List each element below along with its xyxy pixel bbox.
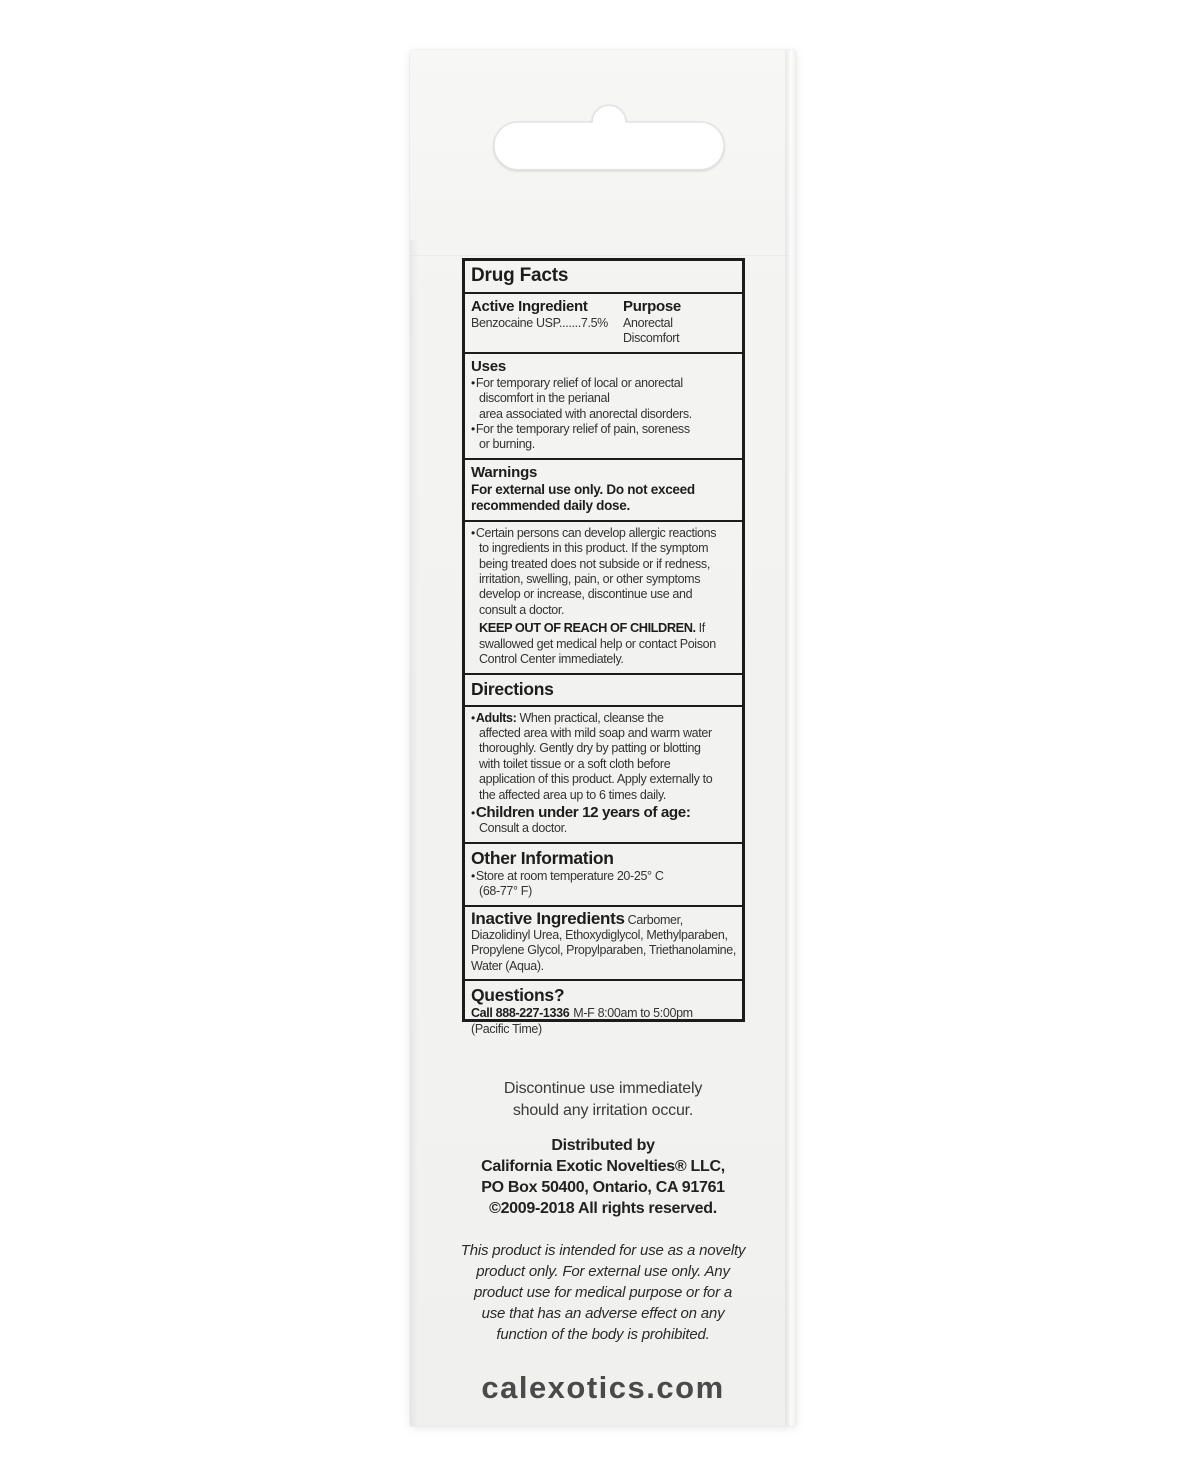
bullet-icon: • xyxy=(471,422,475,437)
purpose-column xyxy=(623,298,736,347)
bullet-icon: • xyxy=(471,525,475,540)
inactive-ingredients-heading: Inactive Ingredients xyxy=(471,908,625,928)
text-line: application of this product. Apply externally to xyxy=(479,772,713,787)
hang-hole xyxy=(490,86,728,172)
warnings-bold-line: For external use only. Do not exceed xyxy=(471,481,695,497)
text-line: use that has an adverse effect on any xyxy=(481,1305,725,1322)
text-line: Certain persons can develop allergic reactions xyxy=(475,525,717,540)
euro-slot-shape xyxy=(494,105,724,169)
box-fold-crease xyxy=(410,255,796,257)
text-line: (Pacific Time) xyxy=(471,1021,542,1036)
text-line: When practical, cleanse the xyxy=(519,710,664,725)
keep-out-bold-text: KEEP OUT OF REACH OF CHILDREN. xyxy=(479,620,696,636)
text-line: discomfort in the perianal xyxy=(479,391,610,406)
warnings-header-section xyxy=(465,458,742,520)
text-line: For temporary relief of local or anorectal xyxy=(475,375,683,390)
text-line: M-F 8:00am to 5:00pm xyxy=(573,1006,693,1021)
box-right-edge-shading xyxy=(785,50,796,1426)
text-line: function of the body is prohibited. xyxy=(496,1326,710,1343)
text-line: Control Center immediately. xyxy=(479,652,624,667)
other-bullet-line xyxy=(471,869,736,884)
text-line: ©2009-2018 All rights reserved. xyxy=(489,1200,717,1217)
text-line: Store at room temperature 20-25° C xyxy=(475,868,664,883)
text-line: For the temporary relief of pain, soreness xyxy=(475,422,690,437)
product-box xyxy=(410,50,796,1426)
text-line: being treated does not subside or if redness, xyxy=(479,556,710,571)
uses-bullet-line xyxy=(471,422,736,437)
active-ingredient-value: Benzocaine USP.......7.5% xyxy=(471,316,608,330)
active-ingredient-column xyxy=(471,298,623,347)
text-line: consult a doctor. xyxy=(479,602,565,617)
text-line: product only. For external use only. Any xyxy=(476,1263,730,1280)
other-information-heading: Other Information xyxy=(471,847,614,868)
text-line: Discontinue use immediately xyxy=(503,1080,703,1097)
distributor-block xyxy=(410,1135,796,1219)
drug-facts-title-row xyxy=(465,261,742,292)
warnings-bullet-line xyxy=(471,526,736,541)
bullet-icon: • xyxy=(471,710,475,725)
bullet-icon: • xyxy=(471,375,475,390)
purpose-line: Discomfort xyxy=(623,331,680,346)
children-bullet-line xyxy=(471,805,736,821)
text-line: or burning. xyxy=(479,437,535,452)
adults-bullet-line xyxy=(471,711,736,726)
questions-section xyxy=(465,979,742,1042)
purpose-heading: Purpose xyxy=(623,298,681,315)
uses-section xyxy=(465,352,742,458)
text-line: irritation, swelling, pain, or other symptoms xyxy=(479,572,701,587)
active-ingredient-section xyxy=(465,292,742,352)
directions-heading: Directions xyxy=(471,678,554,699)
text-line: This product is intended for use as a novelty xyxy=(460,1242,746,1259)
discontinue-notice xyxy=(410,1078,796,1121)
text-line: with toilet tissue or a soft cloth before xyxy=(479,756,671,771)
inactive-ingredients-section xyxy=(465,905,742,980)
questions-call-line xyxy=(471,1006,736,1021)
text-line: (68-77° F) xyxy=(479,884,532,899)
directions-title-row xyxy=(465,673,742,705)
warnings-detail-section xyxy=(465,520,742,673)
text-line: PO Box 50400, Ontario, CA 91761 xyxy=(481,1179,725,1196)
novelty-disclaimer xyxy=(410,1240,796,1345)
drug-facts-title: Drug Facts xyxy=(471,265,569,286)
text-line: area associated with anorectal disorders. xyxy=(479,406,692,421)
uses-heading: Uses xyxy=(471,357,507,375)
directions-content-section xyxy=(465,705,742,842)
children-label: Children under 12 years of age: xyxy=(475,803,691,821)
adults-label: Adults: xyxy=(475,710,517,725)
text-line: affected area with mild soap and warm water xyxy=(479,725,712,740)
text-line: the affected area up to 6 times daily. xyxy=(479,787,667,802)
text-line: develop or increase, discontinue use and xyxy=(479,587,693,602)
inactive-ingredients-list: Carbomer, Diazolidinyl Urea, Ethoxydiglycol, Methylparaben, Propylene Glycol, Propylparaben, Triethanolamine, Water (Aqua). xyxy=(471,912,736,973)
bullet-icon: • xyxy=(471,868,475,883)
purpose-line: Anorectal xyxy=(623,316,673,330)
uses-bullet-line xyxy=(471,376,736,391)
website-text: calexotics.com xyxy=(481,1370,725,1405)
keep-out-of-reach-line xyxy=(471,620,736,636)
text-line: California Exotic Novelties® LLC, xyxy=(481,1158,725,1175)
text-line: If xyxy=(698,621,705,636)
text-line: thoroughly. Gently dry by patting or blotting xyxy=(479,741,701,756)
text-line: should any irritation occur. xyxy=(512,1101,694,1119)
text-line: product use for medical purpose or for a xyxy=(474,1284,732,1301)
warnings-bold-line: recommended daily dose. xyxy=(471,498,630,514)
phone-number-text: Call 888-227-1336 xyxy=(471,1006,570,1021)
bullet-icon: • xyxy=(471,805,475,820)
warnings-heading: Warnings xyxy=(471,463,538,481)
text-line: swallowed get medical help or contact Poison xyxy=(479,636,716,651)
active-ingredient-heading: Active Ingredient xyxy=(471,298,588,315)
questions-heading: Questions? xyxy=(471,985,565,1006)
text-line: to ingredients in this product. If the symptom xyxy=(479,541,709,556)
other-information-section xyxy=(465,842,742,905)
text-line: Consult a doctor. xyxy=(479,821,567,836)
drug-facts-panel xyxy=(462,258,745,1036)
text-line: Distributed by xyxy=(551,1137,655,1154)
inactive-ingredients-paragraph xyxy=(471,908,736,975)
